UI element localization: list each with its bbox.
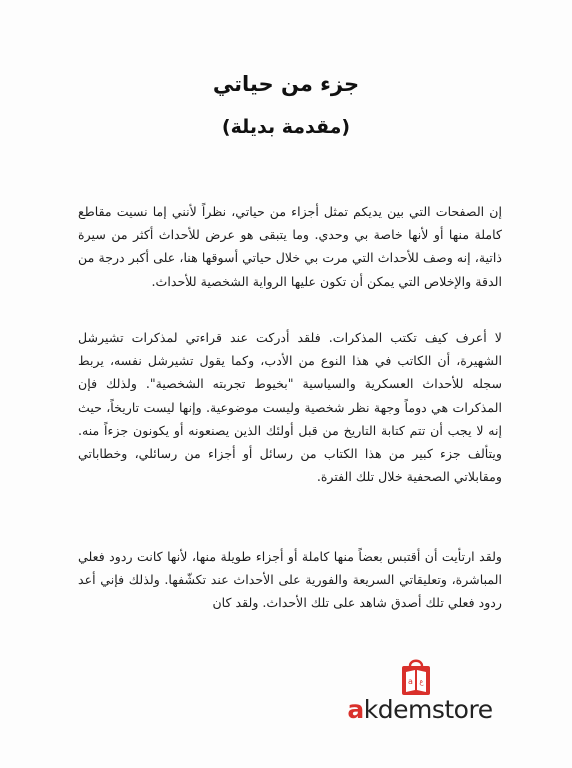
paragraph: إن الصفحات التي بين يديكم تمثل أجزاء من حياتي، نظراً لأنني إما نسيت مقاطع كاملة منها أو لأنها خاصة بي وحدي. وما يتبقى هو عرض للأحداث أكثر من سيرة ذاتية، إنه وصف للأحداث التي مرت بي خلال حياتي أسوقها هنا، على أكبر درجة من الدقة والإخلاص التي يمكن أن تكون عليها الرواية الشخصية للأحداث. <box>78 204 502 289</box>
paragraph: ولقد ارتأيت أن أقتبس بعضاً منها كاملة أو أجزاء طويلة منها، لأنها كانت ردود فعلي المباشرة، وتعليقاتي السريعة والفورية على الأحداث عند تكشّفها. ولذلك فإني أعد ردود فعلي تلك أصدق شاهد على تلك الأحداث. ولقد كان <box>78 549 502 611</box>
store-logo <box>340 657 500 737</box>
svg-text:ع: ع <box>419 678 424 686</box>
book-bag-icon <box>398 657 434 697</box>
logo-text-rest: kdemstore <box>363 695 493 724</box>
store-logo-text <box>340 695 500 724</box>
svg-text:a: a <box>408 677 413 686</box>
paragraph: لا أعرف كيف تكتب المذكرات. فلقد أدركت عند قراءتي لمذكرات تشيرشل الشهيرة، أن الكاتب في هذا النوع من الأدب، وكما يقول تشيرشل نفسه، يربط سجله للأحداث العسكرية والسياسية "بخيوط تجربته الشخصية". ولذلك فإن المذكرات هي دوماً وجهة نظر شخصية وليست موضوعية. وإنها ليست تاريخاً، حيث إنه لا يجب أن تتم كتابة التاريخ من قبل أولئك الذين يصنعونه أو يكونون جزءاً منه. ويتألف جزء كبير من هذا الكتاب من رسائل أو أجزاء من رسائلي، وخطاباتي ومقابلاتي الصحفية خلال تلك الفترة. <box>78 330 502 485</box>
page-title: جزء من حياتي <box>212 72 360 96</box>
logo-text-accent: a <box>347 695 364 724</box>
page-subtitle: (مقدمة بديلة) <box>221 116 351 138</box>
